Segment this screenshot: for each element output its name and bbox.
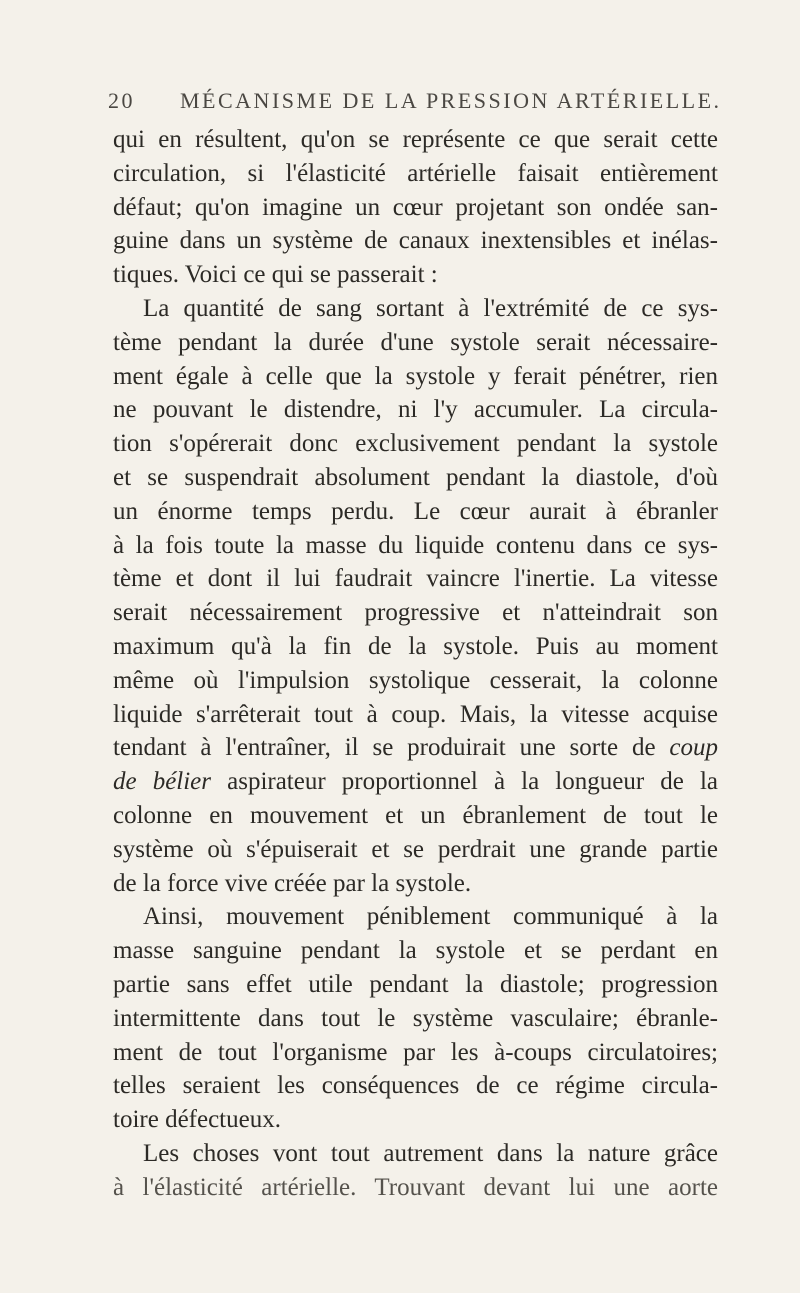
text-line: partie sans effet utile pendant la diastole; progression <box>113 970 718 998</box>
text-line: circulation, si l'élasticité artérielle faisait entièrement <box>113 159 718 187</box>
line-text: tendant à l'entraîner, il se produirait une sorte de <box>113 734 670 762</box>
text-line: ment égale à celle que la systole y ferait pénétrer, rien <box>113 362 718 390</box>
text-line: toire défectueux. <box>113 1106 281 1134</box>
text-line: défaut; qu'on imagine un cœur projetant son ondée san- <box>113 193 718 221</box>
text-line: ment de tout l'organisme par les à-coups circulatoires; <box>113 1038 718 1066</box>
text-line: tème pendant la durée d'une systole serait nécessaire- <box>113 328 718 356</box>
text-line: liquide s'arrêterait tout à coup. Mais, la vitesse acquise <box>113 700 718 728</box>
text-line: tion s'opérerait donc exclusivement pendant la systole <box>113 430 718 458</box>
line-text: aspirateur proportionnel à la longueur de la <box>211 768 718 796</box>
text-line: serait nécessairement progressive et n'atteindrait son <box>113 599 718 627</box>
text-line: à l'élasticité artérielle. Trouvant devant lui une aorte <box>113 1173 718 1201</box>
text-line: système où s'épuiserait et se perdrait une grande partie <box>113 835 718 863</box>
text-line: un énorme temps perdu. Le cœur aurait à ébranler <box>113 497 718 525</box>
running-head <box>108 88 722 118</box>
page-number: 20 <box>108 88 135 113</box>
text-line: colonne en mouvement et un ébranlement de tout le <box>113 801 718 829</box>
paragraph-start-line: Ainsi, mouvement péniblement communiqué à la <box>143 903 718 931</box>
text-line: à la fois toute la masse du liquide contenu dans ce sys- <box>113 531 718 559</box>
text-line <box>113 765 718 799</box>
text-line: tème et dont il lui faudrait vaincre l'inertie. La vitesse <box>113 565 718 593</box>
text-line-with-italic <box>113 731 718 765</box>
running-title: MÉCANISME DE LA PRESSION ARTÉRIELLE. <box>180 88 722 113</box>
body-text <box>113 123 718 1205</box>
italic-term: coup <box>669 734 718 762</box>
text-line: de la force vive créée par la systole. <box>113 869 472 897</box>
italic-term: de bélier <box>113 768 212 796</box>
text-line: telles seraient les conséquences de ce régime circula- <box>113 1072 718 1100</box>
text-line: maximum qu'à la fin de la systole. Puis au moment <box>113 632 718 660</box>
text-line: et se suspendrait absolument pendant la diastole, d'où <box>113 463 718 491</box>
text-line: qui en résultent, qu'on se représente ce que serait cette <box>113 126 718 153</box>
text-line: même où l'impulsion systolique cesserait, la colonne <box>113 666 718 694</box>
text-line: ne pouvant le distendre, ni l'y accumuler. La circula- <box>113 396 718 424</box>
text-line: intermittente dans tout le système vasculaire; ébranle- <box>113 1004 718 1032</box>
paragraph-start-line: Les choses vont tout autrement dans la nature grâce <box>143 1139 718 1167</box>
paragraph-start-line: La quantité de sang sortant à l'extrémité de ce sys- <box>143 294 718 322</box>
text-line: tiques. Voici ce qui se passerait : <box>113 261 438 289</box>
text-line: masse sanguine pendant la systole et se perdant en <box>113 937 718 965</box>
text-line: guine dans un système de canaux inextensibles et inélas- <box>113 227 718 255</box>
